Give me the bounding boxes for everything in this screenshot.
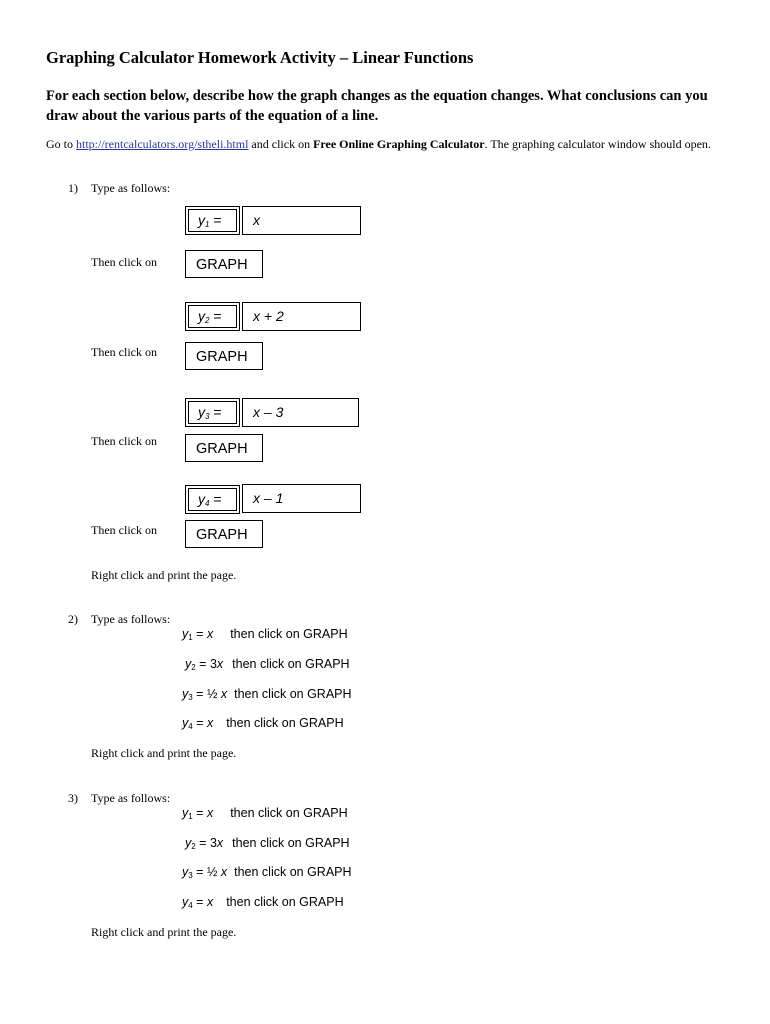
equation-input[interactable]: x + 2 (242, 302, 361, 331)
print-instruction: Right click and print the page. (91, 746, 237, 760)
equation-line: $y_1 = x$ then click on GRAPH (182, 806, 348, 821)
then-click-text: Then click on (91, 345, 157, 359)
section-2-label: Type as follows: (91, 612, 171, 626)
equation-line: $y_3$ = ½ x then click on GRAPH (182, 687, 352, 702)
intro-bold: Free Online Graphing Calculator (313, 137, 485, 151)
graph-button[interactable]: GRAPH (185, 342, 263, 370)
equation-line: $y_3$ = ½ x then click on GRAPH (182, 865, 352, 880)
intro-middle: and click on (248, 137, 314, 151)
then-click-text: Then click on (91, 434, 157, 448)
equation-input[interactable]: x – 3 (242, 398, 359, 427)
section-1-label: Type as follows: (91, 181, 171, 195)
intro-prefix: Go to (46, 137, 76, 151)
equation-line: $y_4 = x$ then click on GRAPH (182, 895, 344, 910)
equation-input[interactable]: x – 1 (242, 484, 361, 513)
section-1-number: 1) (68, 181, 78, 195)
equation-label: $y_4$ = (198, 491, 222, 508)
equation-label-box (185, 302, 240, 331)
page-title: Graphing Calculator Homework Activity – Linear Functions (46, 48, 474, 67)
equation-input[interactable]: x (242, 206, 361, 235)
print-instruction: Right click and print the page. (91, 925, 237, 939)
section-3-number: 3) (68, 791, 78, 805)
graph-button[interactable]: GRAPH (185, 250, 263, 278)
equation-line: $y_2 = 3x$ then click on GRAPH (185, 836, 350, 851)
equation-line: $y_1 = x$ then click on GRAPH (182, 627, 348, 642)
intro-paragraph (46, 136, 736, 152)
equation-label-box (185, 398, 240, 427)
lead-paragraph: For each section below, describe how the graph changes as the equation changes. What conclusions can you draw about the various parts of the equation of a line. (46, 88, 708, 124)
then-click-text: Then click on (91, 523, 157, 537)
equation-label: $y_3$ = (198, 404, 222, 421)
equation-label: $y_2$ = (198, 308, 222, 325)
equation-label-box (185, 206, 240, 235)
print-instruction: Right click and print the page. (91, 568, 237, 582)
calculator-link[interactable]: http://rentcalculators.org/stheli.html (76, 137, 249, 151)
then-click-text: Then click on (91, 255, 157, 269)
section-3-label: Type as follows: (91, 791, 171, 805)
equation-line: $y_2 = 3x$ then click on GRAPH (185, 657, 350, 672)
equation-label: $y_1$ = (198, 212, 222, 229)
equation-label-box (185, 485, 240, 514)
graph-button[interactable]: GRAPH (185, 434, 263, 462)
graph-button[interactable]: GRAPH (185, 520, 263, 548)
equation-line: $y_4 = x$ then click on GRAPH (182, 716, 344, 731)
section-2-number: 2) (68, 612, 78, 626)
intro-suffix: . The graphing calculator window should open. (484, 137, 711, 151)
